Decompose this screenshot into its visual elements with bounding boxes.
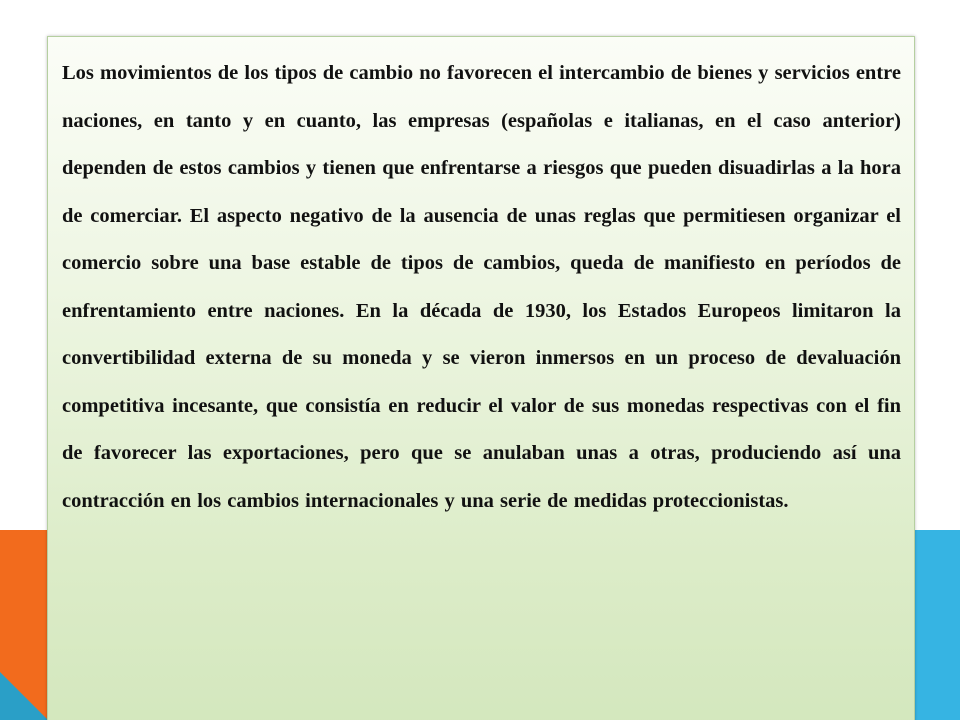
body-paragraph: Los movimientos de los tipos de cambio no favorecen el intercambio de bienes y servicios entre naciones, en tanto y en cuanto, las empresas (españolas e italianas, en el caso anterior) dependen de estos cambios y tienen que enfrentarse a riesgos que pueden disuadirlas a la hora de comerciar. El aspecto negativo de la ausencia de unas reglas que permitiesen organizar el comercio sobre una base estable de tipos de cambios, queda de manifiesto en períodos de enfrentamiento entre naciones. En la década de 1930, los Estados Europeos limitaron la convertibilidad externa de su moneda y se vieron inmersos en un proceso de devaluación competitiva incesante, que consistía en reducir el valor de sus monedas respectivas con el fin de favorecer las exportaciones, pero que se anulaban unas a otras, produciendo así una contracción en los cambios internacionales y una serie de medidas proteccionistas. <box>62 62 901 512</box>
blue-corner-accent <box>0 672 48 720</box>
text-box <box>47 36 915 720</box>
blue-accent-bar <box>915 530 960 720</box>
